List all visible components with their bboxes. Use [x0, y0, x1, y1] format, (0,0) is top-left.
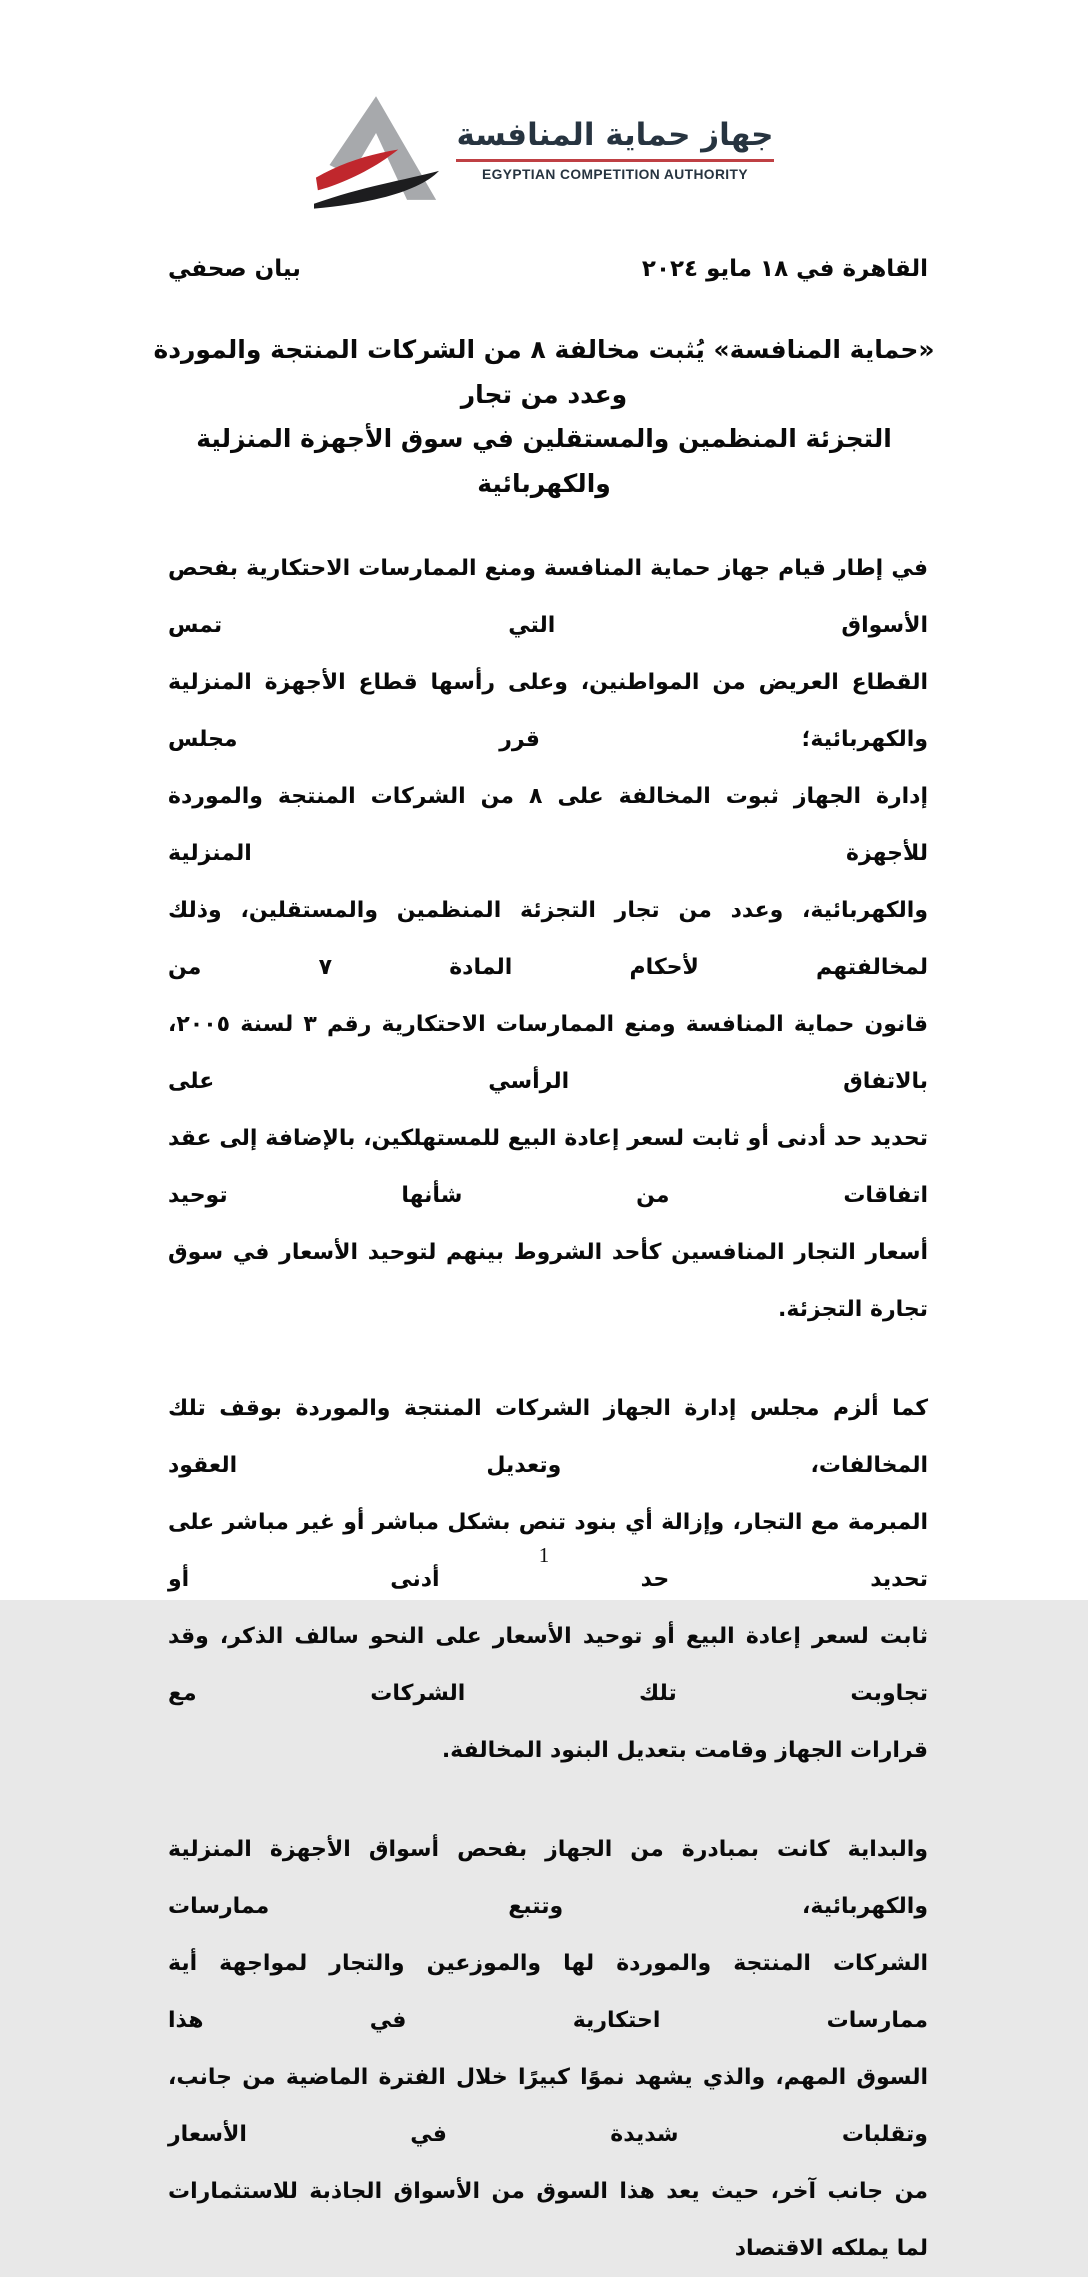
paragraph-line: المبرمة مع التجار، وإزالة أي بنود تنص بشكل مباشر أو غير مباشر على تحديد حد أدنى أو	[168, 1510, 928, 1592]
logo-red-divider	[456, 159, 773, 162]
paragraph-line: قانون حماية المنافسة ومنع الممارسات الاحتكارية رقم ٣ لسنة ٢٠٠٥، بالاتفاق الرأسي على	[168, 1012, 928, 1094]
paragraph	[168, 1821, 928, 2277]
paragraph-line: قرارات الجهاز وقامت بتعديل البنود المخالفة.	[441, 1738, 928, 1763]
paragraph-line: تحديد حد أدنى أو ثابت لسعر إعادة البيع للمستهلكين، بالإضافة إلى عقد اتفاقات من شأنها توحيد	[168, 1126, 928, 1208]
paragraph-line: والبداية كانت بمبادرة من الجهاز بفحص أسواق الأجهزة المنزلية والكهربائية، وتتبع ممارسات	[168, 1837, 928, 1919]
paragraph-line: في إطار قيام جهاز حماية المنافسة ومنع الممارسات الاحتكارية بفحص الأسواق التي تمس	[168, 556, 928, 638]
paragraph-line: والكهربائية، وعدد من تجار التجزئة المنظمين والمستقلين، وذلك لمخالفتهم لأحكام المادة ٧ من	[168, 898, 929, 980]
headline	[130, 328, 958, 506]
logo-english-title: EGYPTIAN COMPETITION AUTHORITY	[482, 166, 748, 182]
paragraph-line: أسعار التجار المنافسين كأحد الشروط بينهم لتوحيد الأسعار في سوق تجارة التجزئة.	[168, 1240, 928, 1322]
paragraph-line: القطاع العريض من المواطنين، وعلى رأسها قطاع الأجهزة المنزلية والكهربائية؛ قرر مجلس	[168, 670, 928, 752]
page-number: 1	[538, 1543, 550, 1567]
document-type-label: بيان صحفي	[168, 256, 301, 282]
meta-row	[168, 256, 928, 282]
paragraph-line: السوق المهم، والذي يشهد نموًا كبيرًا خلال الفترة الماضية من جانب، وتقلبات شديدة في الأسعار	[168, 2065, 928, 2147]
press-release-body	[168, 540, 928, 2277]
paragraph-line: الشركات المنتجة والموردة لها والموزعين والتجار لمواجهة أية ممارسات احتكارية في هذا	[168, 1951, 928, 2033]
eca-triangle-logo-icon	[314, 94, 440, 206]
headline-line2: التجزئة المنظمين والمستقلين في سوق الأجهزة المنزلية والكهربائية	[196, 424, 892, 498]
logo-text-block	[456, 118, 773, 182]
dateline: القاهرة في ١٨ مايو ٢٠٢٤	[641, 256, 928, 282]
paragraph-line: ثابت لسعر إعادة البيع أو توحيد الأسعار على النحو سالف الذكر، وقد تجاوبت تلك الشركات مع	[168, 1624, 928, 1706]
paragraph-line: كما ألزم مجلس إدارة الجهاز الشركات المنتجة والموردة بوقف تلك المخالفات، وتعديل العقود	[168, 1396, 928, 1478]
logo-arabic-title: جهاز حماية المنافسة	[456, 117, 774, 154]
logo	[0, 0, 1088, 206]
paragraph	[168, 1380, 928, 1779]
paragraph	[168, 540, 928, 1338]
headline-line1: «حماية المنافسة» يُثبت مخالفة ٨ من الشركات المنتجة والموردة وعدد من تجار	[153, 335, 935, 409]
paragraph-line: من جانب آخر، حيث يعد هذا السوق من الأسواق الجاذبة للاستثمارات لما يملكه الاقتصاد	[168, 2179, 928, 2261]
paragraph-line: إدارة الجهاز ثبوت المخالفة على ٨ من الشركات المنتجة والموردة للأجهزة المنزلية	[168, 784, 928, 866]
